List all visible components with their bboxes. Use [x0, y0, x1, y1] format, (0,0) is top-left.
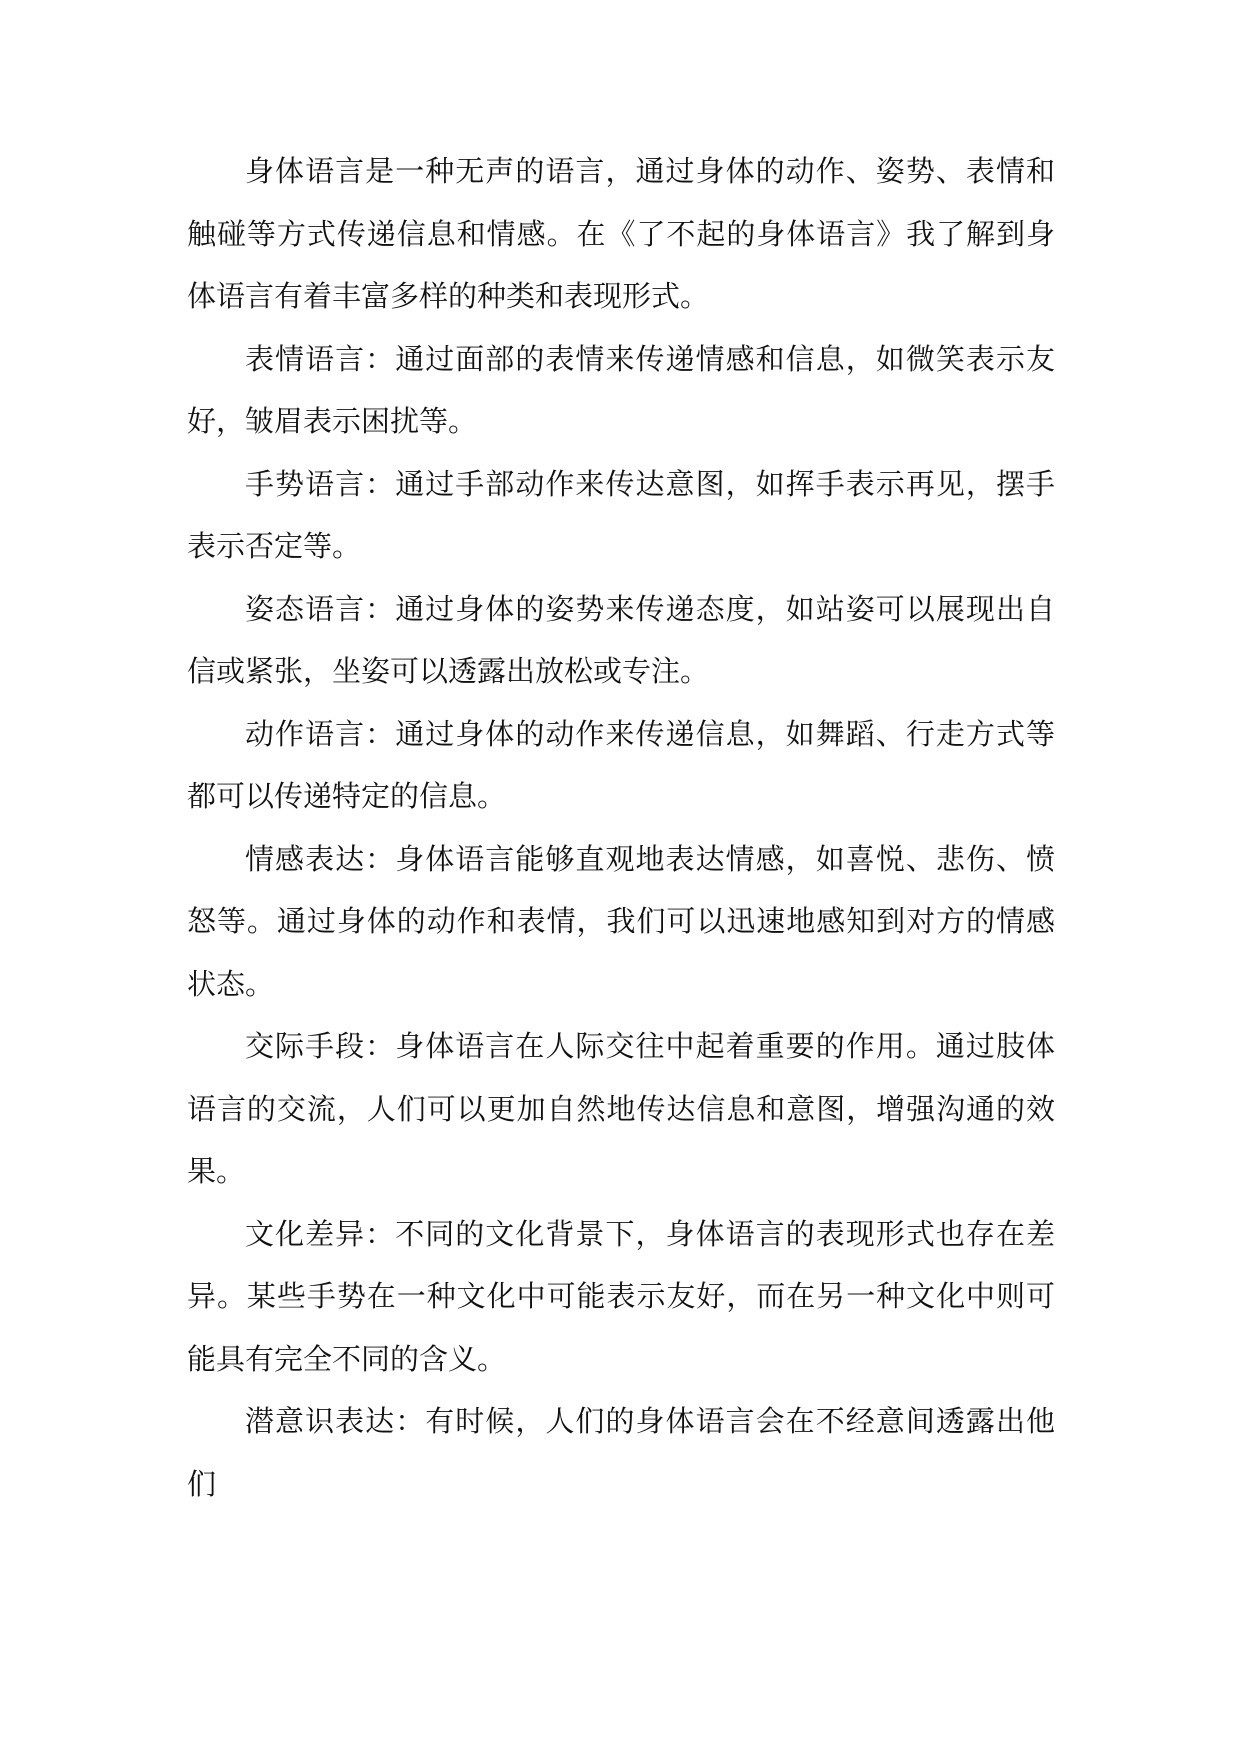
document-body: [187, 140, 1055, 1515]
subconscious-paragraph: 潜意识表达：有时候，人们的身体语言会在不经意间透露出他们: [187, 1404, 1055, 1501]
movement-paragraph: 动作语言：通过身体的动作来传递信息，如舞蹈、行走方式等都可以传递特定的信息。: [187, 716, 1055, 813]
cultural-difference-paragraph: 文化差异：不同的文化背景下，身体语言的表现形式也存在差异。某些手势在一种文化中可能表示友好，而在另一种文化中则可能具有完全不同的含义。: [187, 1216, 1055, 1376]
posture-paragraph: 姿态语言：通过身体的姿势来传递态度，如站姿可以展现出自信或紧张，坐姿可以透露出放松或专注。: [187, 591, 1055, 688]
emotion-expression-paragraph: 情感表达：身体语言能够直观地表达情感，如喜悦、悲伤、愤怒等。通过身体的动作和表情，我们可以迅速地感知到对方的情感状态。: [187, 841, 1055, 1001]
intro-paragraph: 身体语言是一种无声的语言，通过身体的动作、姿势、表情和触碰等方式传递信息和情感。在《了不起的身体语言》我了解到身体语言有着丰富多样的种类和表现形式。: [187, 154, 1055, 313]
facial-expression-paragraph: 表情语言：通过面部的表情来传递情感和信息，如微笑表示友好，皱眉表示困扰等。: [187, 341, 1055, 438]
communication-paragraph: 交际手段：身体语言在人际交往中起着重要的作用。通过肢体语言的交流，人们可以更加自然地传达信息和意图，增强沟通的效果。: [187, 1029, 1055, 1188]
gesture-paragraph: 手势语言：通过手部动作来传达意图，如挥手表示再见，摆手表示否定等。: [187, 466, 1055, 563]
